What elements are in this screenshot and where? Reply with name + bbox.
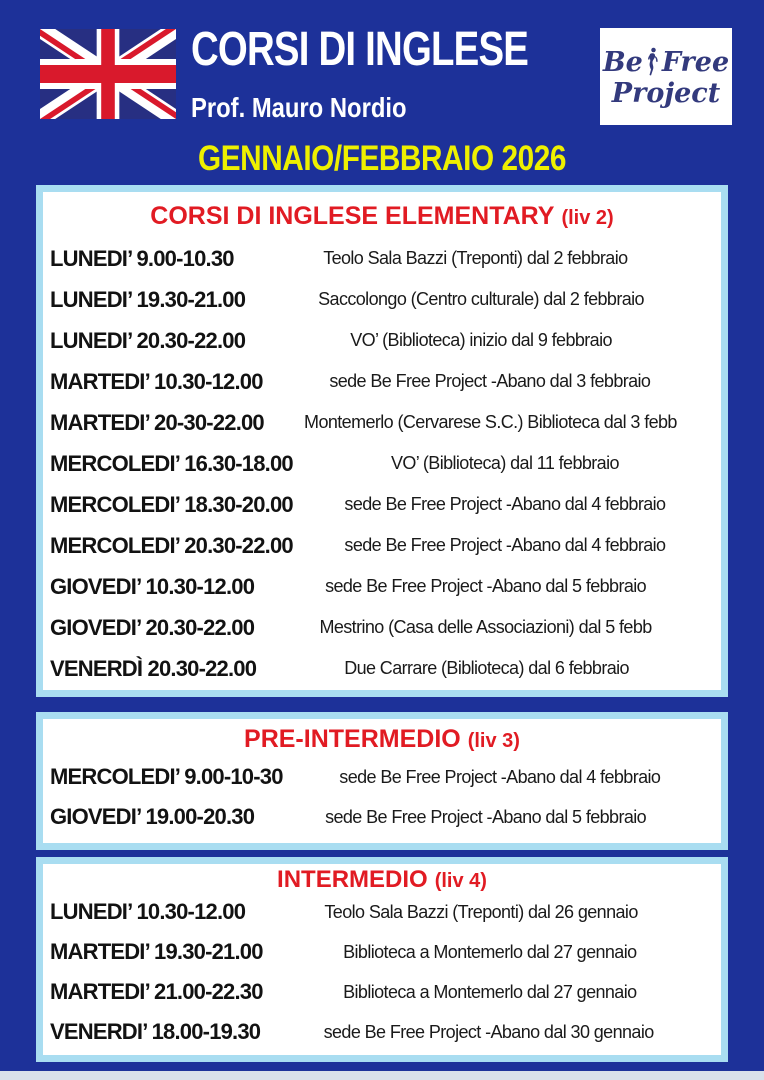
row-daytime: MARTEDI’ 10.30-12.00: [50, 368, 263, 394]
row-location: sede Be Free Project -Abano dal 5 febbraio: [325, 576, 647, 596]
professor-name: Prof. Mauro Nordio: [191, 92, 407, 123]
row-location: Saccolongo (Centro culturale) dal 2 febbraio: [318, 289, 644, 309]
row-daytime: VENERDÌ 20.30-22.00: [50, 655, 257, 681]
row-location: sede Be Free Project -Abano dal 30 gennaio: [323, 1021, 654, 1042]
section-title: [43, 864, 721, 892]
logo-word-free: Free: [661, 46, 730, 78]
section-level: (liv 4): [434, 870, 487, 892]
schedule-row: [43, 484, 721, 525]
row-location: Mestrino (Casa delle Associazioni) dal 5 febb: [319, 617, 652, 637]
row-daytime: GIOVEDI’ 19.00-20.30: [50, 804, 255, 829]
period-heading: GENNAIO/FEBBRAIO 2026: [198, 139, 566, 178]
page-bottom-edge: [0, 1071, 764, 1080]
schedule-row: [43, 566, 721, 607]
schedule-row: [43, 238, 721, 279]
uk-flag-icon: [40, 29, 176, 119]
row-location: sede Be Free Project -Abano dal 3 febbraio: [329, 371, 651, 391]
row-daytime: MERCOLEDI’ 20.30-22.00: [50, 532, 293, 558]
schedule-row: [43, 525, 721, 566]
schedule-row: [43, 932, 721, 972]
schedule-row: [43, 757, 721, 797]
row-location: sede Be Free Project -Abano dal 4 febbraio: [344, 494, 666, 514]
schedule-row: [43, 402, 721, 443]
section-title-text: PRE-INTERMEDIO: [244, 725, 461, 753]
row-location: Biblioteca a Montemerlo dal 27 gennaio: [343, 981, 637, 1002]
row-daytime: MERCOLEDI’ 18.30-20.00: [50, 491, 293, 517]
row-location: sede Be Free Project -Abano dal 5 febbraio: [325, 806, 647, 827]
schedule-row: [43, 361, 721, 402]
be-free-project-logo: [600, 28, 732, 125]
row-location: Teolo Sala Bazzi (Treponti) dal 26 gennaio: [324, 901, 638, 922]
row-daytime: MARTEDI’ 19.30-21.00: [50, 939, 263, 964]
schedule-row: [43, 607, 721, 648]
row-daytime: LUNEDI’ 20.30-22.00: [50, 327, 246, 353]
row-daytime: MERCOLEDI’ 16.30-18.00: [50, 450, 293, 476]
schedule-row: [43, 443, 721, 484]
panel-pre-intermedio: [36, 712, 728, 850]
page-title: CORSI DI INGLESE: [191, 23, 529, 76]
section-title-text: CORSI DI INGLESE ELEMENTARY: [150, 202, 555, 230]
row-daytime: GIOVEDI’ 10.30-12.00: [50, 573, 255, 599]
row-location: Teolo Sala Bazzi (Treponti) dal 2 febbraio: [323, 248, 628, 268]
schedule-row: [43, 972, 721, 1012]
row-daytime: VENERDI’ 18.00-19.30: [50, 1019, 261, 1044]
row-daytime: LUNEDI’ 19.30-21.00: [50, 286, 246, 312]
section-title-text: INTERMEDIO: [277, 866, 428, 893]
logo-word-be: Be: [602, 46, 643, 78]
section-title: [43, 192, 721, 238]
row-daytime: MERCOLEDI’ 9.00-10-30: [50, 764, 283, 789]
row-location: sede Be Free Project -Abano dal 4 febbraio: [344, 535, 666, 555]
schedule-row: [43, 320, 721, 361]
dancer-icon: [645, 46, 660, 78]
row-location: Biblioteca a Montemerlo dal 27 gennaio: [343, 941, 637, 962]
row-daytime: GIOVEDI’ 20.30-22.00: [50, 614, 255, 640]
schedule-row: [43, 648, 721, 689]
schedule-row: [43, 892, 721, 932]
row-daytime: MARTEDI’ 21.00-22.30: [50, 979, 263, 1004]
row-daytime: LUNEDI’ 9.00-10.30: [50, 245, 234, 271]
logo-line1: [603, 46, 729, 78]
schedule-row: [43, 279, 721, 320]
logo-word-project: Project: [611, 78, 721, 109]
section-level: (liv 2): [561, 207, 614, 229]
section-title: [43, 719, 721, 757]
panel-elementary: [36, 185, 728, 697]
row-location: Montemerlo (Cervarese S.C.) Biblioteca dal 3 febb: [304, 412, 677, 432]
row-location: Due Carrare (Biblioteca) dal 6 febbraio: [344, 658, 629, 678]
row-daytime: LUNEDI’ 10.30-12.00: [50, 899, 246, 924]
row-location: VO’ (Biblioteca) dal 11 febbraio: [390, 453, 619, 473]
row-location: sede Be Free Project -Abano dal 4 febbraio: [339, 766, 661, 787]
schedule-row: [43, 797, 721, 837]
panel-intermedio: [36, 857, 728, 1062]
row-location: VO’ (Biblioteca) inizio dal 9 febbraio: [350, 330, 612, 350]
section-level: (liv 3): [467, 730, 520, 752]
schedule-row: [43, 1012, 721, 1052]
row-daytime: MARTEDI’ 20-30-22.00: [50, 409, 264, 435]
